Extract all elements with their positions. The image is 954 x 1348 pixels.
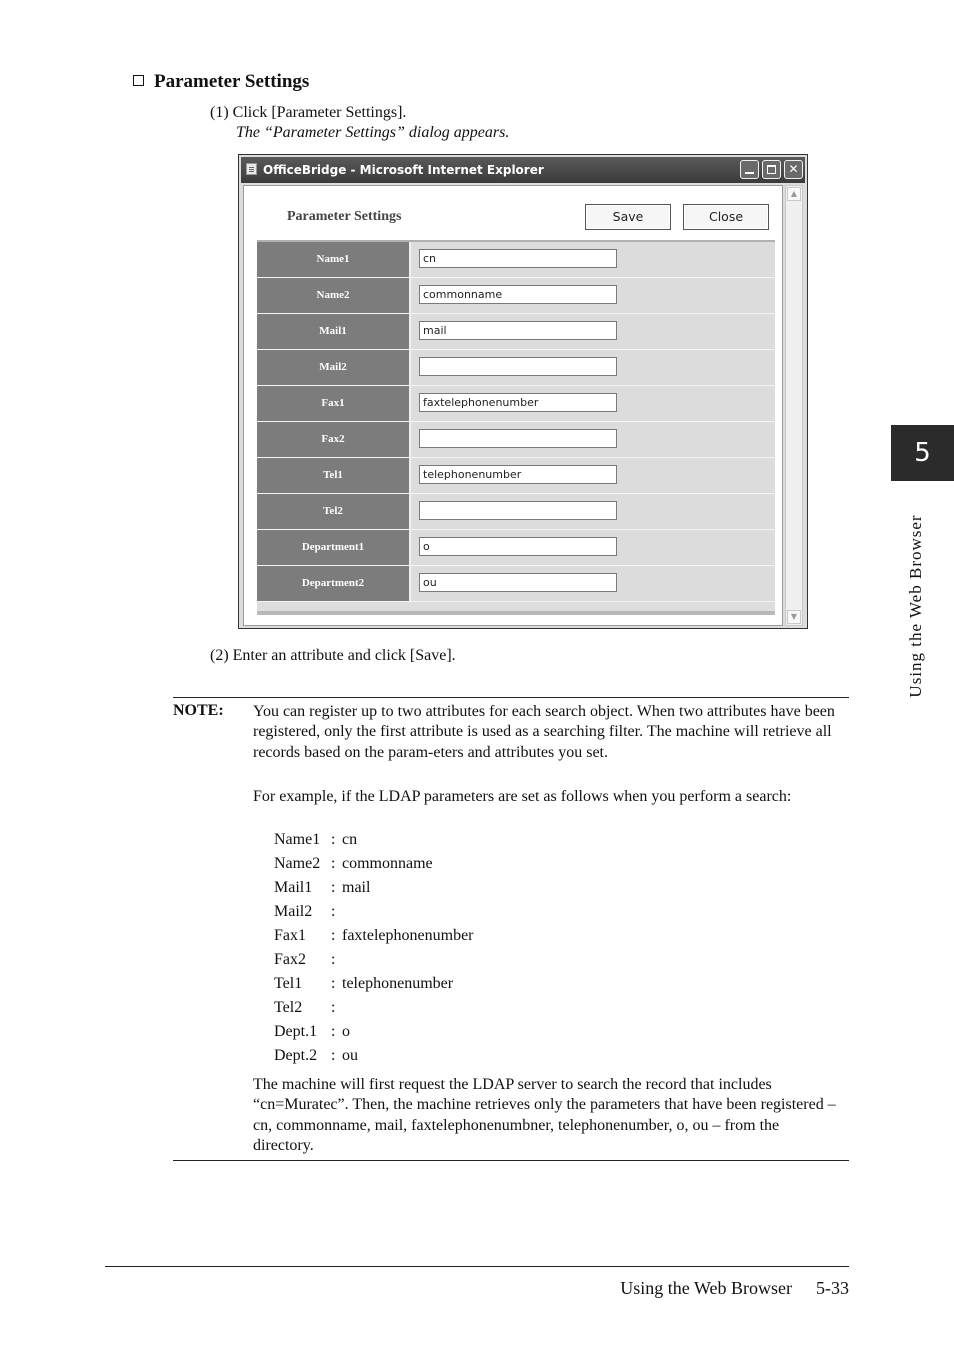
parameter-row: [257, 278, 775, 314]
note-list-key: Mail2: [274, 903, 313, 920]
parameter-row: [257, 386, 775, 422]
parameter-cell: [413, 278, 775, 313]
table-bottom-border: [257, 611, 775, 615]
parameter-label: Name1: [257, 242, 411, 277]
parameter-cell: [413, 530, 775, 565]
parameter-cell: [413, 350, 775, 385]
close-button[interactable]: Close: [683, 204, 769, 230]
note-list-value: faxtelephonenumber: [342, 927, 474, 944]
note-top-rule: [173, 697, 849, 698]
note-list-colon: :: [331, 1047, 336, 1064]
note-list-colon: :: [331, 999, 336, 1016]
page-number: 5-33: [816, 1278, 849, 1298]
section-heading: [133, 71, 309, 93]
note-list-key: Dept.2: [274, 1047, 318, 1064]
dialog-content: [243, 185, 783, 626]
parameter-input[interactable]: mail: [419, 321, 617, 340]
note-list-colon: :: [331, 903, 336, 920]
parameter-row: [257, 494, 775, 530]
parameter-label: Tel1: [257, 458, 411, 493]
chapter-side-label: Using the Web Browser: [906, 514, 925, 698]
parameter-label: Department1: [257, 530, 411, 565]
chapter-tab: 5: [891, 425, 954, 481]
note-bottom-rule: [173, 1160, 849, 1161]
note-list-key: Mail1: [274, 879, 313, 896]
parameter-input[interactable]: cn: [419, 249, 617, 268]
note-paragraph-1: You can register up to two attributes for each search object. When two attributes have been registered, only the first attribute is used as a searching filter. The machine will retrieve all records based on the param-eters and attributes you set.: [253, 703, 835, 761]
parameter-cell: [413, 494, 775, 529]
parameter-input[interactable]: commonname: [419, 285, 617, 304]
window-titlebar: [241, 157, 805, 183]
note-paragraph-2: For example, if the LDAP parameters are set as follows when you perform a search:: [253, 788, 792, 805]
step-1: (1) Click [Parameter Settings].: [210, 104, 407, 121]
note-list-key: Name2: [274, 855, 321, 872]
note-list-value: cn: [342, 831, 358, 848]
minimize-button[interactable]: [740, 160, 759, 179]
parameter-label: Fax1: [257, 386, 411, 421]
parameter-input[interactable]: [419, 357, 617, 376]
footer-rule: [105, 1266, 849, 1267]
note-list-colon: :: [331, 855, 336, 872]
note-list-colon: :: [331, 975, 336, 992]
browser-window: [238, 154, 808, 629]
note-list-value: commonname: [342, 855, 433, 872]
window-title: OfficeBridge - Microsoft Internet Explorer: [263, 163, 544, 177]
note-list-key: Tel2: [274, 999, 303, 1016]
note-list-colon: :: [331, 927, 336, 944]
note-list-colon: :: [331, 1023, 336, 1040]
parameter-label: Fax2: [257, 422, 411, 457]
parameter-input[interactable]: o: [419, 537, 617, 556]
parameter-label: Mail1: [257, 314, 411, 349]
parameter-cell: [413, 458, 775, 493]
parameter-cell: [413, 386, 775, 421]
parameter-row: [257, 314, 775, 350]
parameter-row: [257, 350, 775, 386]
parameter-label: Name2: [257, 278, 411, 313]
parameter-label: Mail2: [257, 350, 411, 385]
parameter-row: [257, 458, 775, 494]
note-list-key: Fax1: [274, 927, 306, 944]
parameter-cell: [413, 242, 775, 277]
parameter-input[interactable]: telephonenumber: [419, 465, 617, 484]
parameter-row: [257, 566, 775, 602]
parameter-label: Department2: [257, 566, 411, 601]
parameter-table: [257, 240, 775, 612]
checkbox-bullet-icon: [133, 75, 144, 86]
note-list-colon: :: [331, 951, 336, 968]
note-list-value: o: [342, 1023, 350, 1040]
parameter-input[interactable]: ou: [419, 573, 617, 592]
browser-page-icon: [246, 163, 257, 175]
dialog-title: Parameter Settings: [287, 209, 402, 224]
parameter-row: [257, 422, 775, 458]
save-button[interactable]: Save: [585, 204, 671, 230]
note-list-colon: :: [331, 879, 336, 896]
parameter-input[interactable]: faxtelephonenumber: [419, 393, 617, 412]
note-list-value: mail: [342, 879, 371, 896]
parameter-cell: [413, 422, 775, 457]
vertical-scrollbar[interactable]: [785, 185, 803, 626]
note-list-key: Dept.1: [274, 1023, 318, 1040]
parameter-row: [257, 242, 775, 278]
parameter-input[interactable]: [419, 501, 617, 520]
window-close-button[interactable]: ✕: [784, 160, 803, 179]
page-footer: [620, 1278, 849, 1299]
scroll-up-icon[interactable]: ▲: [787, 187, 801, 201]
note-list-colon: :: [331, 831, 336, 848]
footer-title: Using the Web Browser: [620, 1278, 792, 1298]
note-label: NOTE:: [173, 702, 224, 719]
scroll-down-icon[interactable]: ▼: [787, 610, 801, 624]
note-list-value: telephonenumber: [342, 975, 454, 992]
step-2: (2) Enter an attribute and click [Save].: [210, 647, 456, 664]
note-list-key: Name1: [274, 831, 321, 848]
note-list-key: Fax2: [274, 951, 306, 968]
note-list-key: Tel1: [274, 975, 303, 992]
maximize-button[interactable]: [762, 160, 781, 179]
note-list-value: ou: [342, 1047, 358, 1064]
section-heading-text: Parameter Settings: [154, 71, 310, 92]
step-1-note: The “Parameter Settings” dialog appears.: [236, 124, 510, 141]
parameter-label: Tel2: [257, 494, 411, 529]
note-paragraph-3: The machine will first request the LDAP server to search the record that includes “cn=Muratec”. Then, the machine retrieves only the parameters that have been registered – cn, commonname, mail, faxtelephonenumbner, telephonenumber, o, ou – from the directory.: [253, 1076, 836, 1154]
parameter-row: [257, 530, 775, 566]
parameter-cell: [413, 314, 775, 349]
parameter-cell: [413, 566, 775, 601]
parameter-input[interactable]: [419, 429, 617, 448]
